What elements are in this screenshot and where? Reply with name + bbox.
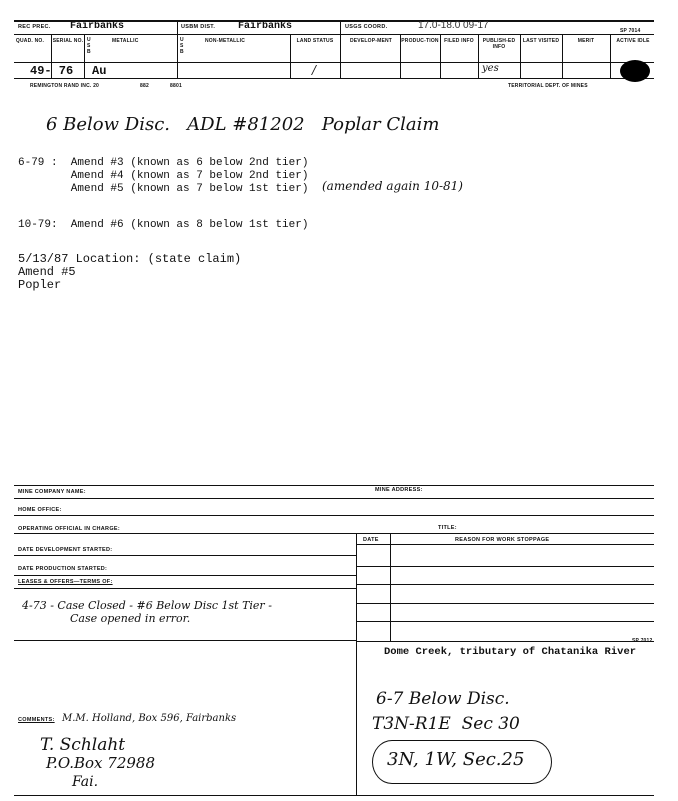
- leases-note-line-2: Case opened in error.: [70, 612, 191, 625]
- metallic-value: Au: [92, 64, 107, 78]
- operating-official-label: OPERATING OFFICIAL IN CHARGE:: [18, 526, 120, 532]
- printer-number-2: 8801: [170, 83, 182, 89]
- col-development: DEVELOP-MENT: [349, 38, 393, 44]
- location-handwritten-1: 6-7 Below Disc.: [376, 689, 510, 709]
- title-label: TITLE:: [438, 525, 457, 531]
- note-line-3-handwritten: (amended again 10-81): [322, 179, 463, 193]
- printer-number-1: 882: [140, 83, 149, 89]
- col-merit: MERIT: [577, 38, 595, 44]
- form-number-bottom: SP 7012: [632, 638, 653, 644]
- comments-po-box: P.O.Box 72988: [46, 754, 156, 772]
- printer-line: REMINGTON RAND INC. 20: [30, 83, 100, 89]
- claim-title: 6 Below Disc. ADL #81202 Poplar Claim: [46, 114, 440, 135]
- comments-city: Fai.: [72, 774, 99, 790]
- col-last-visited: LAST VISITED: [522, 38, 560, 44]
- note-line-1: 6-79 : Amend #3 (known as 6 below 2nd tier): [18, 157, 309, 169]
- leases-offers-label: LEASES & OFFERS—TERMS OF:: [18, 579, 113, 585]
- col-quad-no: QUAD. NO.: [15, 38, 45, 44]
- usbm-dist-label: USBM DIST.: [181, 24, 216, 30]
- col-active-idle: ACTIVE IDLE: [616, 38, 650, 44]
- comments-handwritten: M.M. Holland, Box 596, Fairbanks: [62, 713, 237, 724]
- col-published-info: PUBLISH-ED INFO: [482, 38, 516, 50]
- rec-prec-label: REC PREC.: [18, 24, 51, 30]
- quad-serial-value: 49- 76: [30, 64, 74, 78]
- usgs-coord-label: USGS COORD.: [345, 24, 388, 30]
- mine-company-name-label: MINE COMPANY NAME:: [18, 489, 86, 495]
- note-line-7: Popler: [18, 278, 62, 292]
- note-line-3: Amend #5 (known as 7 below 1st tier): [18, 183, 309, 195]
- date-development-started-label: DATE DEVELOPMENT STARTED:: [18, 547, 113, 553]
- comments-name: T. Schlaht: [40, 735, 126, 755]
- col-land-status: LAND STATUS: [296, 38, 334, 44]
- mine-address-label: MINE ADDRESS:: [375, 487, 423, 493]
- location-circled: [372, 740, 552, 784]
- date-column-header: DATE: [363, 537, 379, 543]
- form-number-top: SP 7014: [620, 28, 641, 34]
- leases-note-line-1: 4-73 - Case Closed - #6 Below Disc 1st Tier -: [22, 599, 272, 612]
- date-production-started-label: DATE PRODUCTION STARTED:: [18, 566, 108, 572]
- usgs-coord-value: 17.0-18.0 09-17: [418, 20, 489, 31]
- location-handwritten-3: 3N, 1W, Sec.25: [387, 749, 525, 770]
- reason-column-header: REASON FOR WORK STOPPAGE: [455, 537, 550, 543]
- rec-prec-value: Fairbanks: [70, 21, 125, 32]
- location-handwritten-2: T3N-R1E Sec 30: [372, 714, 520, 734]
- col-production: PRODUC-TION: [401, 38, 439, 44]
- col-filed-info: FILED INFO: [444, 38, 474, 44]
- note-line-6: Amend #5: [18, 265, 76, 279]
- note-line-5: 5/13/87 Location: (state claim): [18, 252, 242, 266]
- note-line-4: 10-79: Amend #6 (known as 8 below 1st tier): [18, 219, 309, 231]
- col-non-metallic: NON-METALLIC: [205, 38, 246, 44]
- usbm-dist-value: Fairbanks: [238, 21, 293, 32]
- col-usb-left: U S B: [87, 37, 91, 55]
- territorial-dept: TERRITORIAL DEPT. OF MINES: [508, 83, 588, 89]
- land-status-value: /: [312, 63, 317, 77]
- col-usb-right: U S B: [180, 37, 184, 55]
- comments-label: COMMENTS:: [18, 717, 55, 723]
- published-value: yes: [482, 63, 499, 74]
- ink-blot: [620, 60, 650, 82]
- note-line-2: Amend #4 (known as 7 below 2nd tier): [18, 170, 309, 182]
- location-typed: Dome Creek, tributary of Chatanika River: [384, 646, 637, 658]
- col-metallic: METALLIC: [112, 38, 139, 44]
- home-office-label: HOME OFFICE:: [18, 507, 62, 513]
- col-serial-no: SERIAL NO.: [52, 38, 84, 44]
